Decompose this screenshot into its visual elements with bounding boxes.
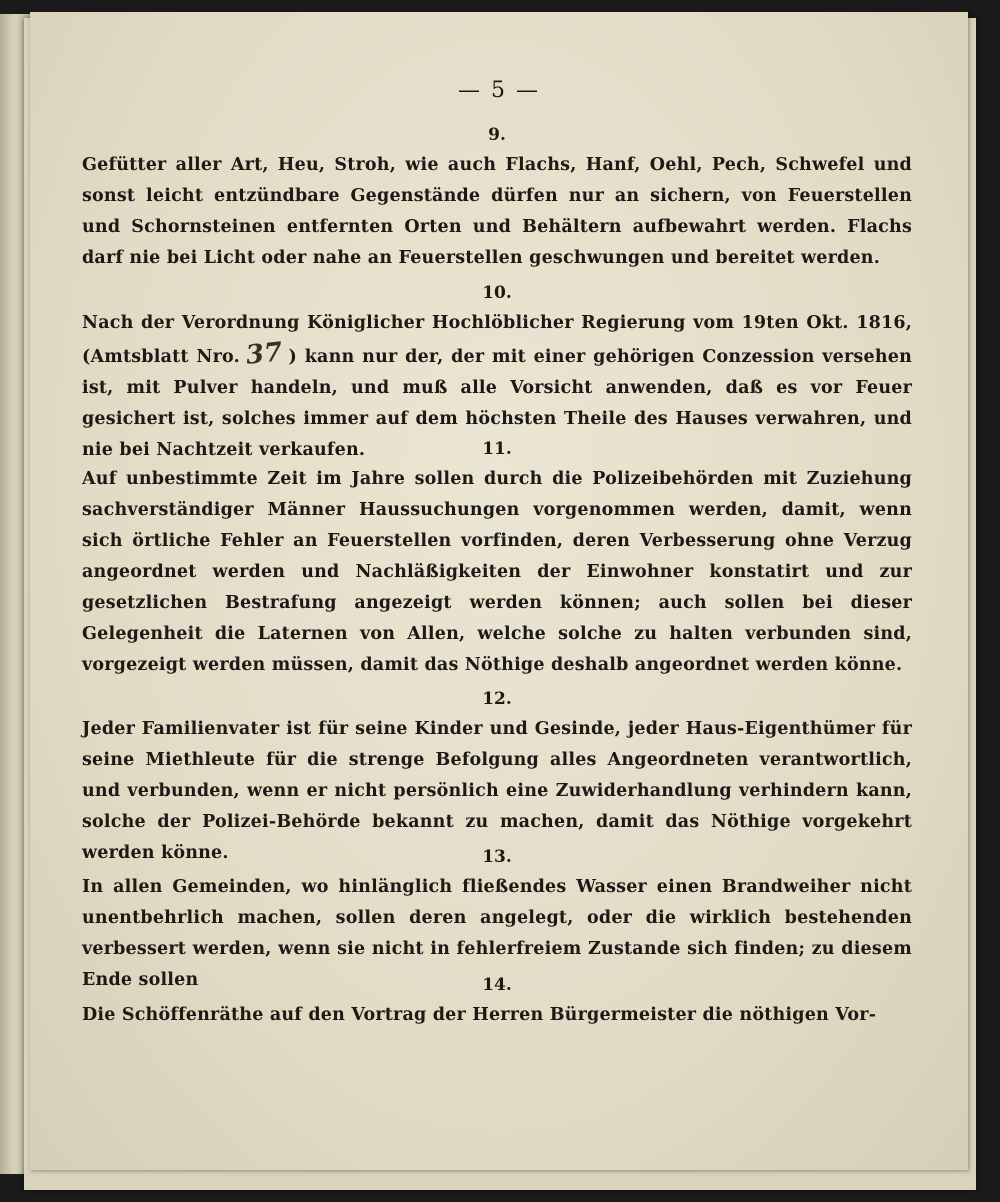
section-text: Jeder Familienvater ist für seine Kinder und Gesinde, jeder Haus-Eigenthümer für seine Miethleute für die strenge Befolgung alles Angeordneten verantwortlich, und verbunden, wenn er nicht persönlich eine Zuwiderhandlung verhindern kann, solche der Polizei-Behörde bekannt zu machen, damit das Nöthige vorgekehrt werden könne. <box>82 719 912 863</box>
section-number: 9. <box>488 125 506 145</box>
page-number: — 5 — <box>458 78 540 103</box>
handwritten-number: 37 <box>244 337 284 371</box>
section-text: Auf unbestimmte Zeit im Jahre sollen durch die Polizeibehörden mit Zuziehung sachverständiger Männer Haussuchungen vorgenommen werden, damit, wenn sich örtliche Fehler an Feuerstellen vorfinden, deren Verbesserung ohne Verzug angeordnet werden und Nachläßigkeiten der Einwohner konstatirt und zur gesetzlichen Bestrafung angezeigt werden können; auch sollen bei dieser Gelegenheit die Laternen von Allen, welche solche zu halten verbunden sind, vorgezeigt werden müssen, damit das Nöthige deshalb angeordnet werden könne. <box>82 469 912 675</box>
section-number: 12. <box>482 689 512 709</box>
document-page <box>30 12 968 1170</box>
section-text-before: Nach der Verordnung Königlicher Hochlöblicher Regierung vom 19ten Okt. 1816, (Amtsblatt Nro. <box>82 313 912 367</box>
section-text: Die Schöffenräthe auf den Vortrag der Herren Bürgermeister die nöthigen Vor- <box>82 1005 877 1025</box>
section-number: 11. <box>482 439 512 459</box>
section-text: Gefütter aller Art, Heu, Stroh, wie auch Flachs, Hanf, Oehl, Pech, Schwefel und sonst leicht entzündbare Gegenstände dürfen nur an sichern, von Feuerstellen und Schornsteinen entfernten Orten und Behältern aufbewahrt werden. Flachs darf nie bei Licht oder nahe an Feuerstellen geschwungen und bereitet werden. <box>82 155 912 268</box>
section-text-after: ) kann nur der, der mit einer gehörigen Conzession versehen ist, mit Pulver handeln, und muß alle Vorsicht anwenden, daß es vor Feuer gesichert ist, solches immer auf dem höchsten Theile des Hauses verwahren, und nie bei Nachtzeit verkaufen. <box>82 347 912 460</box>
section-number: 14. <box>482 975 512 995</box>
section-9 <box>82 124 912 274</box>
section-number: 13. <box>482 847 512 867</box>
section-11 <box>82 438 912 681</box>
section-text: In allen Gemeinden, wo hinlänglich fließendes Wasser einen Brandweiher nicht unentbehrlich machen, sollen deren angelegt, oder die wirklich bestehenden verbessert werden, wenn sie nicht in fehlerfreiem Zustande sich finden; zu diesem Ende sollen <box>82 877 912 990</box>
section-number: 10. <box>482 283 512 303</box>
section-12 <box>82 688 912 869</box>
section-14 <box>82 974 912 1031</box>
